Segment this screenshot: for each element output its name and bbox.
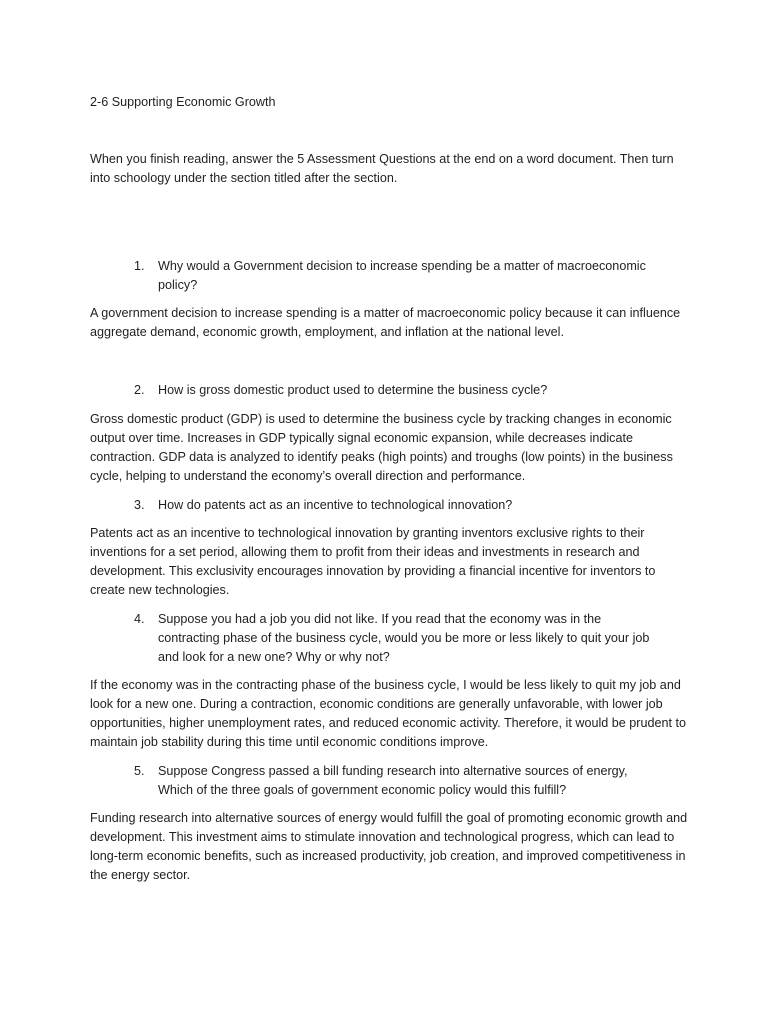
question-4 (134, 610, 664, 667)
question-1-number: 1. (134, 259, 145, 273)
question-3-number: 3. (134, 498, 145, 512)
answer-3: Patents act as an incentive to technological innovation by granting inventors exclusive rights to their inventions for a set period, allowing them to profit from their ideas and investments in research and development. This exclusivity encourages innovation by providing a financial incentive for inventors to create new technologies. (90, 526, 656, 597)
question-2 (134, 381, 664, 400)
answer-4: If the economy was in the contracting phase of the business cycle, I would be less likely to quit my job and look for a new one. During a contraction, economic conditions are generally unfavorable, with lower job opportunities, higher unemployment rates, and reduced economic activity. Therefore, it would be prudent to maintain job stability during this time until economic conditions improve. (90, 678, 686, 749)
question-3 (134, 496, 664, 515)
question-2-text: How is gross domestic product used to determine the business cycle? (158, 383, 548, 397)
question-2-number: 2. (134, 383, 145, 397)
answer-1: A government decision to increase spending is a matter of macroeconomic policy because it can influence aggregate demand, economic growth, employment, and inflation at the national level. (90, 306, 681, 339)
question-4-text: Suppose you had a job you did not like. If you read that the economy was in the contracting phase of the business cycle, would you be more or less likely to quit your job and look for a new one? Why or why not? (158, 612, 650, 664)
question-1 (134, 257, 664, 295)
question-5-number: 5. (134, 764, 145, 778)
answer-2: Gross domestic product (GDP) is used to determine the business cycle by tracking changes in economic output over time. Increases in GDP typically signal economic expansion, while decreases indicate contraction. GDP data is analyzed to identify peaks (high points) and troughs (low points) in the business cycle, helping to understand the economy’s overall direction and performance. (90, 412, 673, 483)
question-3-text: How do patents act as an incentive to technological innovation? (158, 498, 513, 512)
question-1-text: Why would a Government decision to increase spending be a matter of macroeconomic policy? (158, 259, 646, 292)
question-5 (134, 762, 664, 800)
question-5-text: Suppose Congress passed a bill funding research into alternative sources of energy, Which of the three goals of government economic policy would this fulfill? (158, 764, 628, 797)
document-title: 2-6 Supporting Economic Growth (90, 95, 276, 109)
question-4-number: 4. (134, 612, 145, 626)
instructions-paragraph: When you finish reading, answer the 5 Assessment Questions at the end on a word document. Then turn into schoology under the section titled after the section. (90, 152, 674, 185)
answer-5: Funding research into alternative sources of energy would fulfill the goal of promoting economic growth and development. This investment aims to stimulate innovation and technological progress, which can lead to long-term economic benefits, such as increased productivity, job creation, and improved competitiveness in the energy sector. (90, 811, 688, 882)
